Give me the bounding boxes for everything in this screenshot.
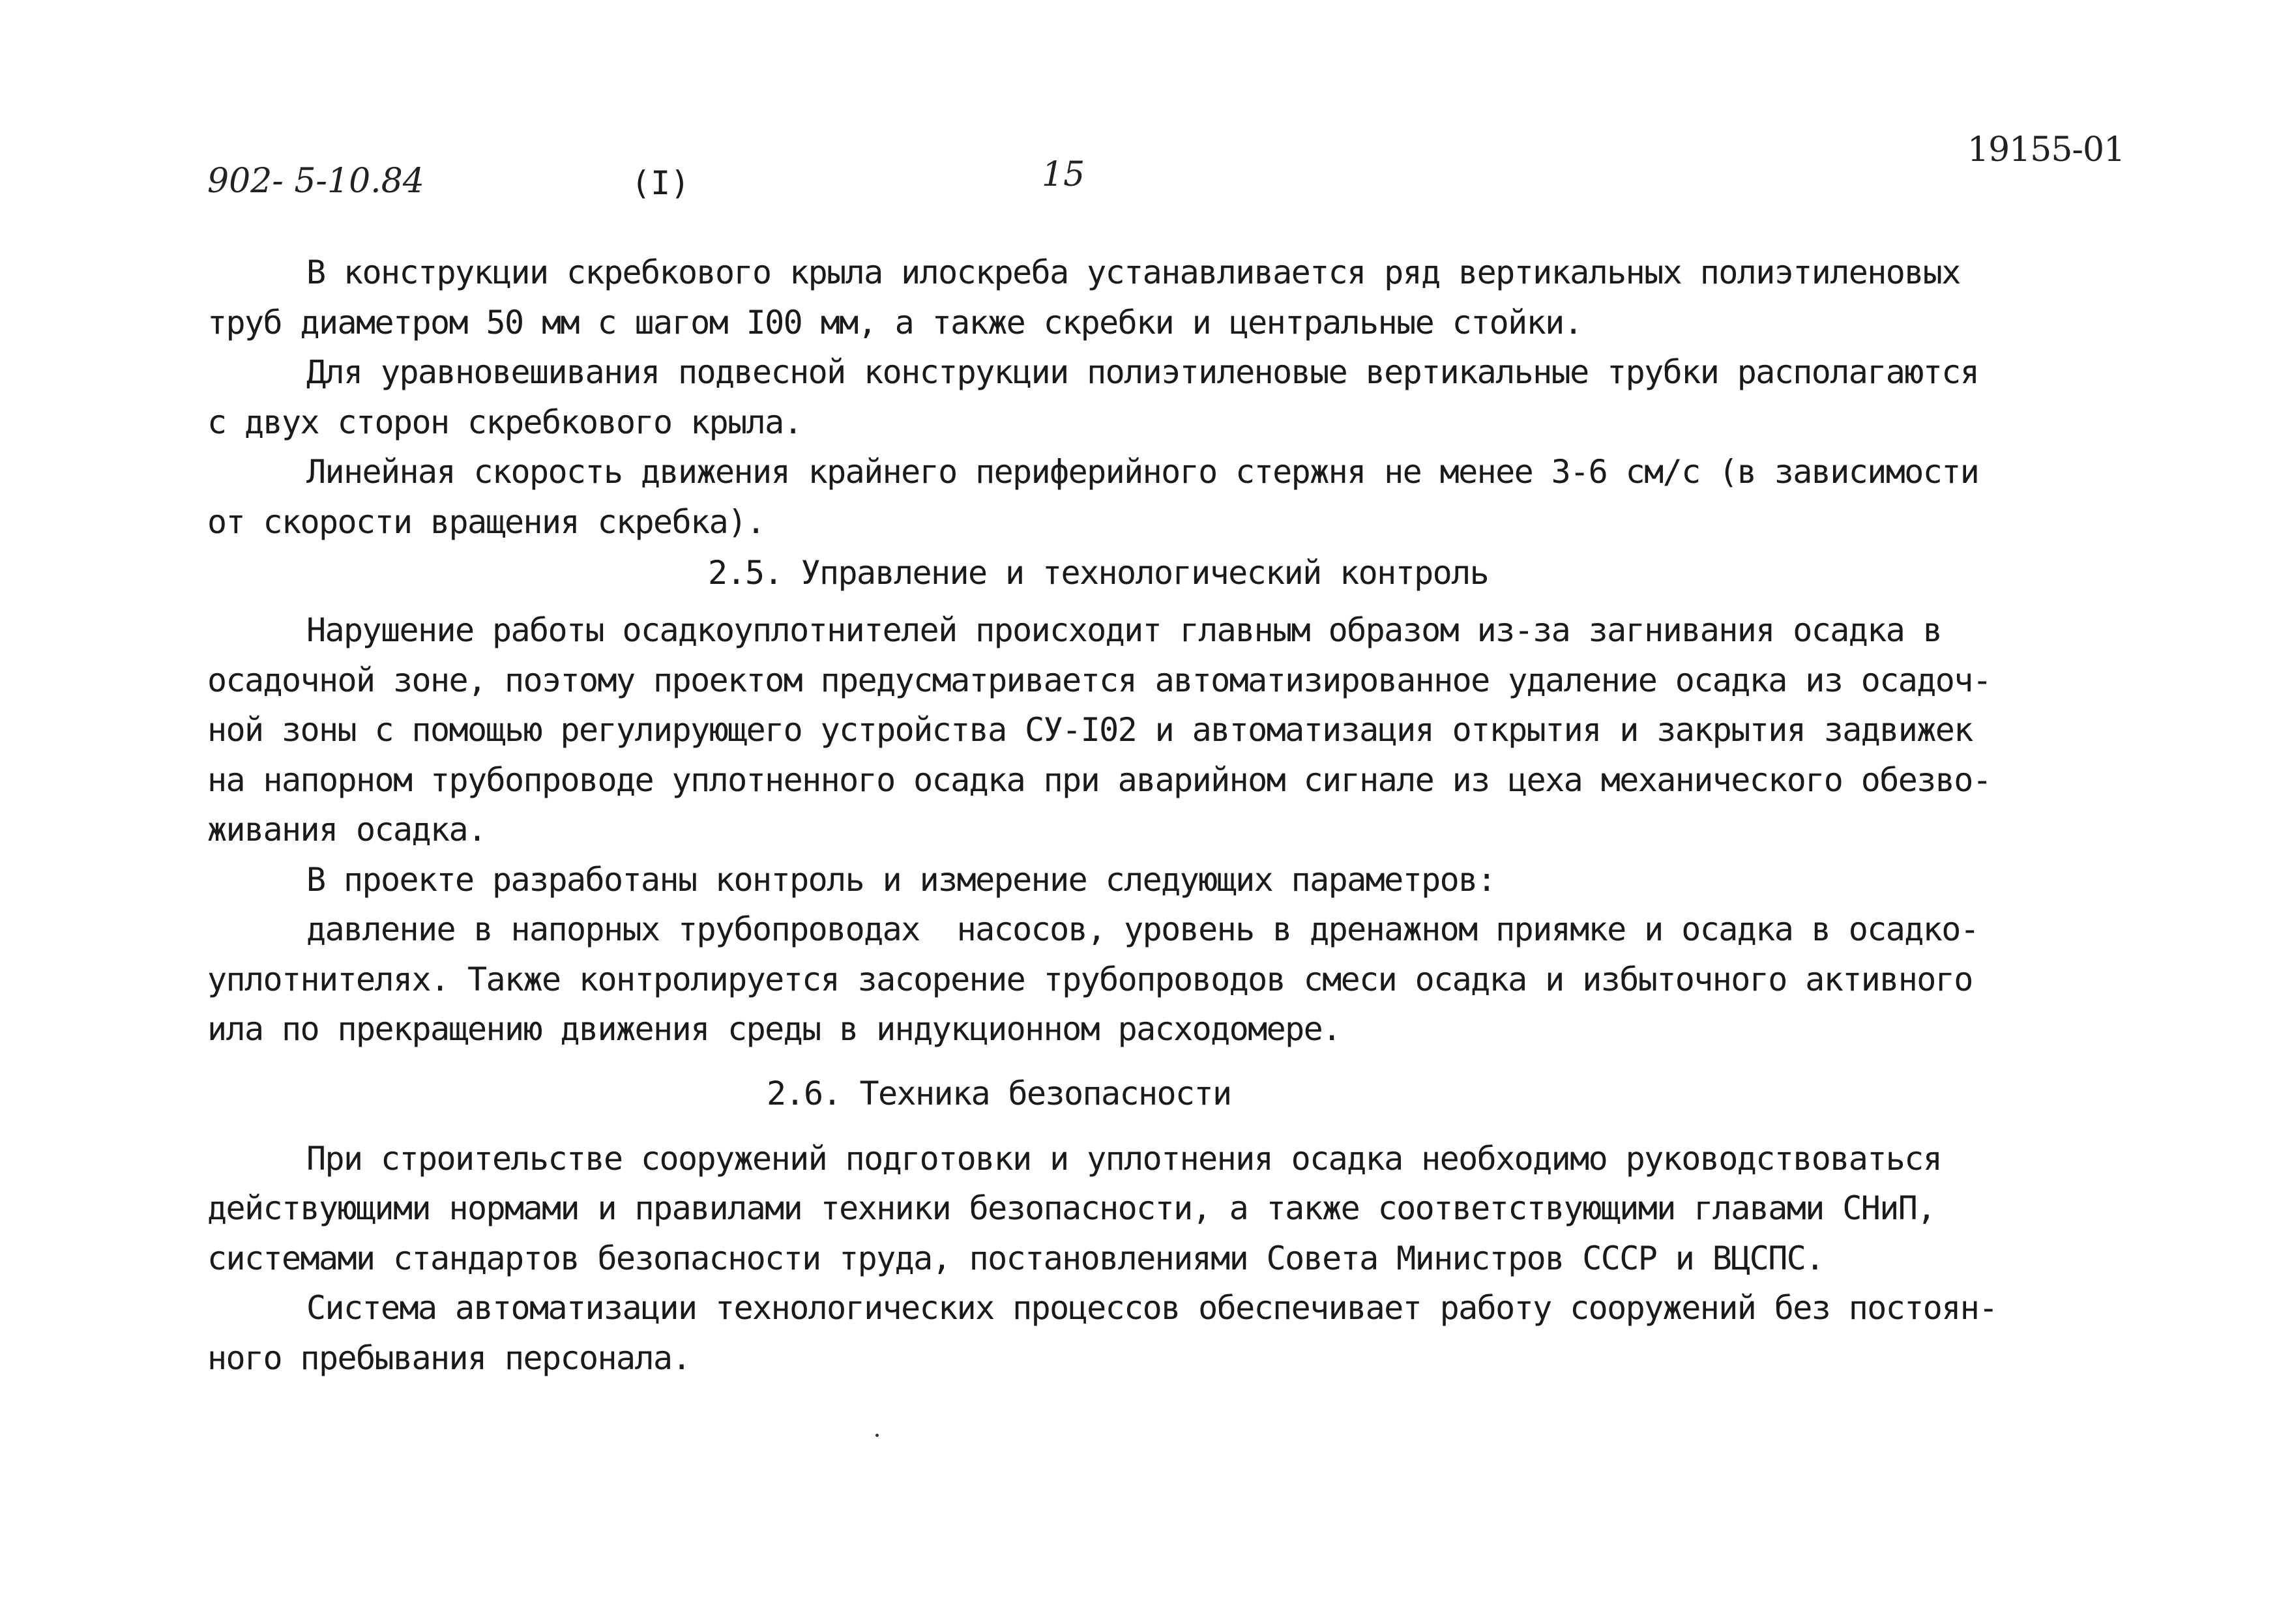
text-line: от скорости вращения скребка).	[207, 502, 765, 541]
text-line: труб диаметром 50 мм с шагом I00 мм, а также скребки и центральные стойки.	[207, 303, 1583, 341]
text-line: В конструкции скребкового крыла илоскреба устанавливается ряд вертикальных полиэтиленовых	[306, 254, 1960, 291]
paragraph	[207, 347, 2137, 447]
text-line: Для уравновешивания подвесной конструкции полиэтиленовые вертикальные трубки располагаются	[306, 353, 1979, 391]
text-line: ной зоны с помощью регулирующего устройства СУ-I02 и автоматизация открытия и закрытия задвижек	[207, 711, 1973, 749]
page-header	[0, 0, 2292, 215]
text-line: Линейная скорость движения крайнего периферийного стержня не менее 3-6 см/с (в зависимости	[306, 453, 1979, 491]
text-line: с двух сторон скребкового крыла.	[207, 403, 802, 441]
text-line: уплотнителях. Также контролируется засорение трубопроводов смеси осадка и избыточного активного	[207, 960, 1973, 998]
text-line: действующими нормами и правилами техники безопасности, а также соответствующими главами СНиП,	[207, 1189, 1935, 1227]
text-line: Система автоматизации технологических процессов обеспечивает работу сооружений без постоян-	[306, 1289, 1997, 1327]
paragraph	[207, 1134, 2137, 1284]
text-line: на напорном трубопроводе уплотненного осадка при аварийном сигнале из цеха механического обезво-	[207, 761, 1991, 799]
archive-number: 19155-01	[1967, 130, 2125, 169]
text-line: ного пребывания персонала.	[207, 1339, 691, 1377]
paragraph	[207, 447, 2137, 547]
text-line: осадочной зоне, поэтому проектом предусматривается автоматизированное удаление осадка из осадоч-	[207, 661, 1991, 699]
paragraph	[207, 855, 2137, 905]
text-line: давление в напорных трубопроводах насосов, уровень в дренажном приямке и осадка в осадко-	[306, 910, 1979, 948]
text-line: Нарушение работы осадкоуплотнителей происходит главным образом из-за загнивания осадка в	[306, 611, 1942, 649]
section-heading: 2.6. Техника безопасности	[767, 1074, 1231, 1112]
text-line: системами стандартов безопасности труда, постановлениями Совета Министров СССР и ВЦСПС.	[207, 1239, 1824, 1277]
document-code: 902- 5-10.84	[207, 162, 424, 201]
paragraph	[207, 605, 2137, 855]
paragraph	[207, 248, 2137, 347]
scan-speck	[875, 1434, 879, 1437]
paragraph	[207, 1283, 2137, 1383]
text-line: живания осадка.	[207, 811, 486, 848]
text-line: ила по прекращению движения среды в индукционном расходомере.	[207, 1010, 1341, 1048]
document-body	[207, 248, 2137, 1383]
text-line: При строительстве сооружений подготовки и уплотнения осадка необходимо руководствоваться	[306, 1139, 1942, 1178]
section-heading: 2.5. Управление и технологический контроль	[708, 554, 1489, 592]
text-line: В проекте разработаны контроль и измерение следующих параметров:	[306, 860, 1496, 899]
paragraph	[207, 905, 2137, 1054]
part-number: (I)	[631, 164, 690, 202]
sheet-number: 15	[1042, 155, 1085, 194]
